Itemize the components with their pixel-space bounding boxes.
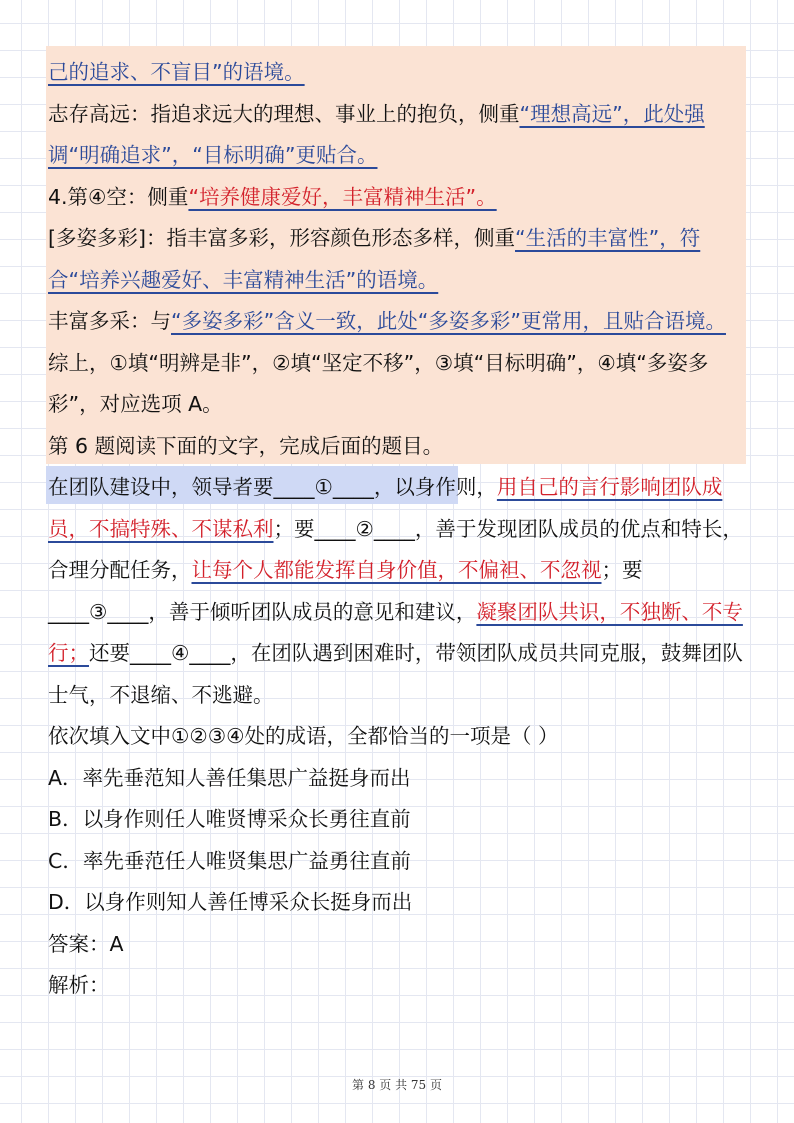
passage-text: 在团队建设中，领导者要____①____，以身作则， <box>48 475 497 499</box>
passage-text: ；要____②____，善于发现团队成员的优点和特长，合理分配任务， <box>48 516 743 582</box>
passage-highlight-3: 凝聚团队共识，不独断、不专行； <box>48 599 743 665</box>
passage-text: 还要____④____，在团队遇到困难时，带领团队成员共同克服，鼓舞团队士气，不退缩、不逃避。 <box>48 641 743 707</box>
option-d: D．以身作则知人善任博采众长挺身而出 <box>48 890 413 914</box>
option-b: B．以身作则任人唯贤博采众长勇往直前 <box>48 807 411 831</box>
underlined-text: “多姿多彩”含义一致，此处“多姿多彩”更常用，且贴合语境。 <box>171 309 726 333</box>
explanation-blank-4 <box>48 177 748 219</box>
underlined-text: “生活的丰富性”，符合“培养兴趣爱好、丰富精神生活”的语境。 <box>48 226 701 292</box>
question-passage <box>48 467 748 716</box>
body-text: 丰富多采：与 <box>48 309 171 333</box>
explanation-line-1 <box>48 52 748 94</box>
option-a: A．率先垂范知人善任集思广益挺身而出 <box>48 765 411 790</box>
page-footer: 第 8 页 共 75 页 <box>352 1078 442 1092</box>
passage-highlight-2: 让每个人都能发挥自身价值，不偏袒、不忽视 <box>191 558 602 582</box>
body-text: [多姿多彩]：指丰富多彩，形容颜色形态多样，侧重 <box>48 226 515 250</box>
analysis-label: 解析： <box>48 973 110 997</box>
explanation-duoziduocai <box>48 218 748 301</box>
explanation-zhicungaoyuan <box>48 94 748 177</box>
underlined-text: “理想高远”，此处强调“明确追求”，“目标明确”更贴合。 <box>48 101 705 167</box>
explanation-fengfuduocai <box>48 301 748 343</box>
question-title: 第 6 题阅读下面的文字，完成后面的题目。 <box>48 433 444 458</box>
passage-highlight-1: 用自己的言行影响团队成员，不搞特殊、不谋私利 <box>48 475 723 541</box>
question-stem: 依次填入文中①②③④处的成语，全都恰当的一项是（ ） <box>48 724 559 748</box>
option-c: C．率先垂范任人唯贤集思广益勇往直前 <box>48 848 411 873</box>
body-text: 综上，①填“明辨是非”，②填“坚定不移”，③填“目标明确”，④填“多姿多彩”，对应选项 A。 <box>48 350 709 416</box>
passage-text: ；要____③____，善于倾听团队成员的意见和建议， <box>48 558 643 624</box>
answer-line: 答案：A <box>48 931 124 956</box>
underlined-text: 己的追求、不盲目”的语境。 <box>48 60 305 84</box>
document-body <box>48 52 748 1007</box>
body-text: 志存高远：指追求远大的理想、事业上的抱负，侧重 <box>48 101 520 126</box>
underlined-red-text: “培养健康爱好，丰富精神生活”。 <box>188 184 497 209</box>
explanation-summary <box>48 343 748 426</box>
body-text: 4.第④空：侧重 <box>48 184 189 209</box>
